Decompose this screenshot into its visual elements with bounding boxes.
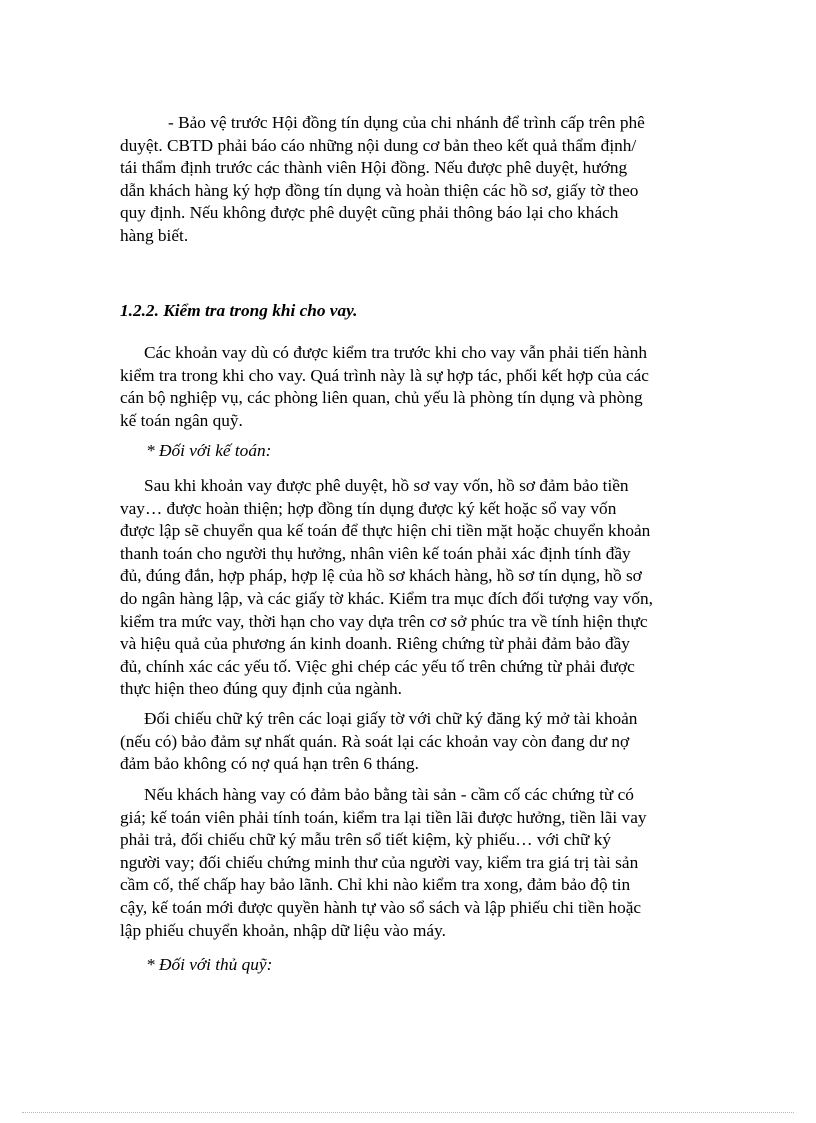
text-line: phải trả, đối chiếu chữ ký mẫu trên sổ tiết kiệm, kỳ phiếu… với chữ ký	[120, 830, 611, 850]
text-line: duyệt. CBTD phải báo cáo những nội dung cơ bản theo kết quả thẩm định/	[120, 135, 637, 155]
text-line: kế toán ngân quỹ.	[120, 410, 243, 430]
text-line: giá; kế toán viên phải tính toán, kiểm tra lại tiền lãi được hưởng, tiền lãi vay	[120, 807, 647, 827]
text-line: được lập sẽ chuyển qua kế toán để thực hiện chi tiền mặt hoặc chuyển khoản	[120, 521, 651, 541]
text-line: thanh toán cho người thụ hưởng, nhân viên kế toán phải xác định tính đầy	[120, 543, 631, 563]
text-line: thực hiện theo đúng quy định của ngành.	[120, 679, 402, 699]
text-line: cầm cố, thế chấp hay bảo lãnh. Chỉ khi nào kiểm tra xong, đảm bảo độ tin	[120, 875, 631, 895]
paragraph-intro	[120, 342, 700, 432]
page-bottom-border	[22, 1112, 794, 1113]
text-line: do ngân hàng lập, và các giấy tờ khác. Kiểm tra mục đích đối tượng vay vốn,	[120, 588, 653, 608]
text-line: dẫn khách hàng ký hợp đồng tín dụng và hoàn thiện các hồ sơ, giấy tờ theo	[120, 180, 639, 200]
text-line: - Bảo vệ trước Hội đồng tín dụng của chi nhánh để trình cấp trên phê	[168, 113, 645, 132]
text-line: Các khoản vay dù có được kiểm tra trước khi cho vay vẫn phải tiến hành	[144, 343, 647, 362]
text-line: vay… được hoàn thiện; hợp đồng tín dụng được ký kết hoặc sổ vay vốn	[120, 498, 617, 518]
text-line: và hiệu quả của phương án kinh doanh. Riêng chứng từ phải đảm bảo đầy	[120, 634, 630, 654]
paragraph-collateral	[120, 784, 700, 942]
text-line: (nếu có) bảo đảm sự nhất quán. Rà soát lại các khoản vay còn đang dư nợ	[120, 731, 630, 751]
text-line: tái thẩm định trước các thành viên Hội đồng. Nếu được phê duyệt, hướng	[120, 158, 628, 178]
text-line: Đối chiếu chữ ký trên các loại giấy tờ với chữ ký đăng ký mở tài khoản	[144, 709, 638, 728]
text-line: người vay; đối chiếu chứng minh thư của người vay, kiểm tra giá trị tài sản	[120, 852, 639, 872]
paragraph-approval	[120, 112, 700, 248]
text-line: đủ, đúng đắn, hợp pháp, hợp lệ của hồ sơ khách hàng, hồ sơ tín dụng, hồ sơ	[120, 566, 642, 586]
text-line: cậy, kế toán mới được quyền hành tự vào sổ sách và lập phiếu chi tiền hoặc	[120, 897, 642, 917]
text-line: hàng biết.	[120, 225, 189, 245]
text-line: cán bộ nghiệp vụ, các phòng liên quan, chủ yếu là phòng tín dụng và phòng	[120, 388, 643, 408]
section-heading: 1.2.2. Kiểm tra trong khi cho vay.	[120, 301, 358, 320]
text-line: đảm bảo không có nợ quá hạn trên 6 tháng.	[120, 754, 420, 774]
paragraph-signature	[120, 708, 700, 776]
text-line: kiểm tra trong khi cho vay. Quá trình này là sự hợp tác, phối kết hợp của các	[120, 365, 649, 385]
text-line: kiểm tra mức vay, thời hạn cho vay dựa trên cơ sở phúc tra về tính hiện thực	[120, 611, 648, 631]
text-line: Nếu khách hàng vay có đảm bảo bằng tài sản - cầm cố các chứng từ có	[144, 785, 634, 804]
text-line: lập phiếu chuyển khoản, nhập dữ liệu vào máy.	[120, 920, 446, 940]
subheading-treasurer: * Đối với thủ quỹ:	[146, 955, 273, 974]
text-line: quy định. Nếu không được phê duyệt cũng phải thông báo lại cho khách	[120, 203, 619, 223]
text-line: Sau khi khoản vay được phê duyệt, hồ sơ vay vốn, hồ sơ đảm bảo tiền	[144, 476, 629, 495]
subheading-accounting: * Đối với kế toán:	[146, 441, 272, 460]
paragraph-accounting	[120, 475, 700, 701]
text-line: đủ, chính xác các yếu tố. Việc ghi chép các yếu tố trên chứng từ phải được	[120, 656, 635, 676]
